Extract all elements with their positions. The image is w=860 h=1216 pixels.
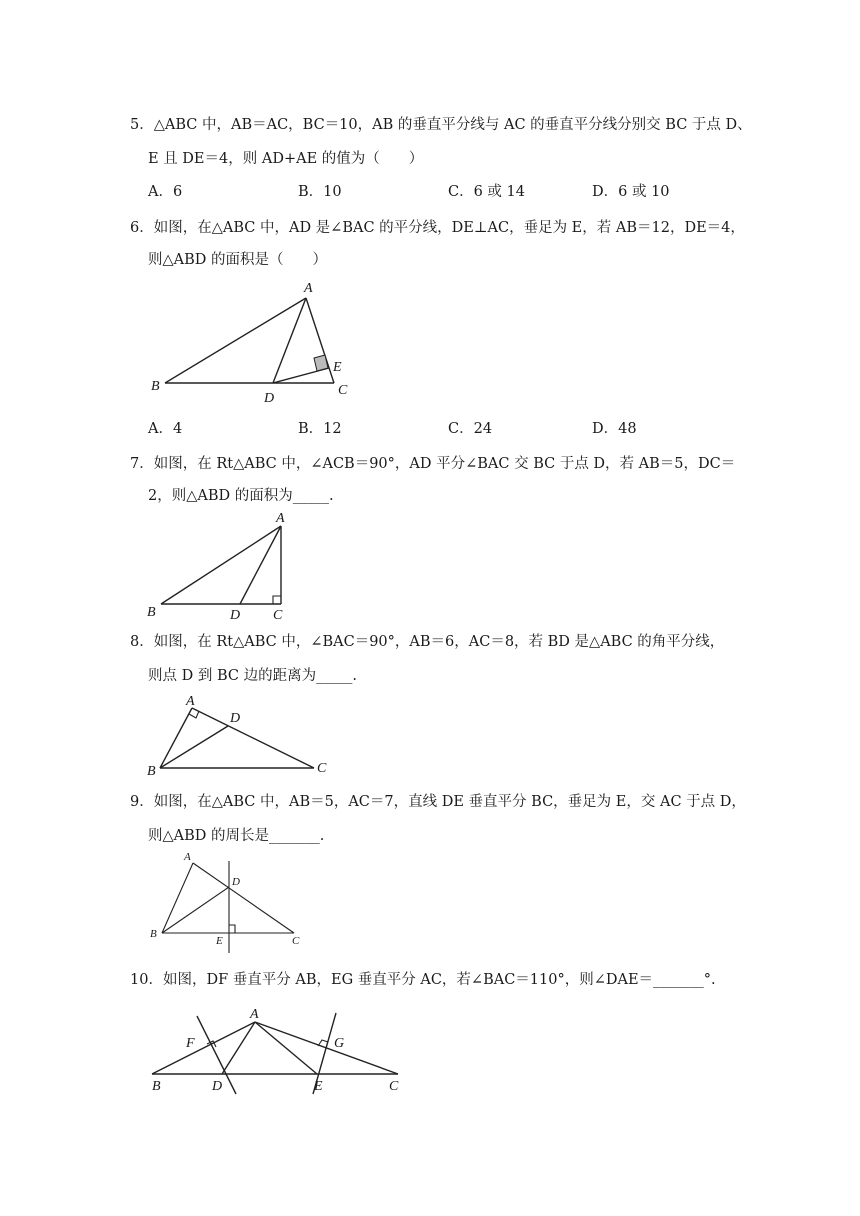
q9-line-1: 9．如图，在△ABC 中，AB＝5，AC＝7，直线 DE 垂直平分 BC，垂足为 E，交 AC 于点 D，	[130, 794, 746, 810]
q10-label-c: C	[389, 1079, 399, 1094]
q7-label-c: C	[273, 608, 283, 623]
q8-label-b: B	[147, 764, 156, 779]
q6-label-c: C	[338, 383, 348, 398]
q8-label-c: C	[317, 761, 327, 776]
q7-label-a: A	[276, 511, 285, 526]
q6-option-b: B．12	[298, 421, 342, 437]
q10-label-b: B	[152, 1079, 161, 1094]
q10-segment-ae	[255, 1022, 317, 1074]
q8-label-d: D	[230, 711, 241, 726]
q10-label-d: D	[212, 1079, 223, 1094]
q7-label-d: D	[230, 608, 241, 623]
q6-label-d: D	[264, 391, 275, 406]
q9-label-d: D	[232, 876, 240, 888]
q5-line-1: 5．△ABC 中，AB＝AC，BC＝10，AB 的垂直平分线与 AC 的垂直平分线分别交 BC 于点 D、	[130, 117, 752, 133]
q5-option-d: D．6 或 10	[592, 184, 670, 200]
q8-line-2: 则点 D 到 BC 边的距离为_____.	[148, 668, 357, 684]
q10-label-a: A	[250, 1007, 259, 1022]
q9-label-c: C	[292, 935, 300, 947]
q6-option-c: C．24	[448, 421, 493, 437]
q6-label-e: E	[333, 360, 342, 375]
q6-option-d: D．48	[592, 421, 637, 437]
q5-line-2: E 且 DE＝4，则 AD+AE 的值为（ ）	[148, 151, 424, 167]
q9-label-e: E	[216, 935, 223, 947]
q5-option-c: C．6 或 14	[448, 184, 525, 200]
q10-label-f: F	[186, 1036, 195, 1051]
q8-line-1: 8．如图，在 Rt△ABC 中，∠BAC＝90°，AB＝6，AC＝8，若 BD 是△ABC 的角平分线，	[130, 634, 725, 650]
q9-label-a: A	[184, 851, 191, 863]
q6-line-1: 6．如图，在△ABC 中，AD 是∠BAC 的平分线，DE⊥AC，垂足为 E，若 AB＝12，DE＝4，	[130, 220, 745, 236]
q6-option-a: A．4	[148, 421, 183, 437]
q5-option-a: A．6	[148, 184, 183, 200]
q10-label-g: G	[334, 1036, 345, 1051]
q7-line-1: 7．如图，在 Rt△ABC 中，∠ACB＝90°，AD 平分∠BAC 交 BC 于点 D，若 AB＝5，DC＝	[130, 456, 736, 472]
q5-option-b: B．10	[298, 184, 342, 200]
q7-label-b: B	[147, 605, 156, 620]
q8-label-a: A	[186, 694, 195, 709]
q6-label-b: B	[151, 379, 160, 394]
q6-label-a: A	[304, 281, 313, 296]
q10-label-e: E	[314, 1079, 323, 1094]
q9-line-2: 则△ABD 的周长是_______.	[148, 828, 325, 844]
q6-line-2: 则△ABD 的面积是（ ）	[148, 252, 328, 268]
q10-line-1: 10．如图，DF 垂直平分 AB，EG 垂直平分 AC，若∠BAC＝110°，则∠DAE＝_______°.	[130, 972, 716, 988]
q7-line-2: 2，则△ABD 的面积为_____.	[148, 488, 334, 504]
q9-label-b: B	[150, 928, 157, 940]
